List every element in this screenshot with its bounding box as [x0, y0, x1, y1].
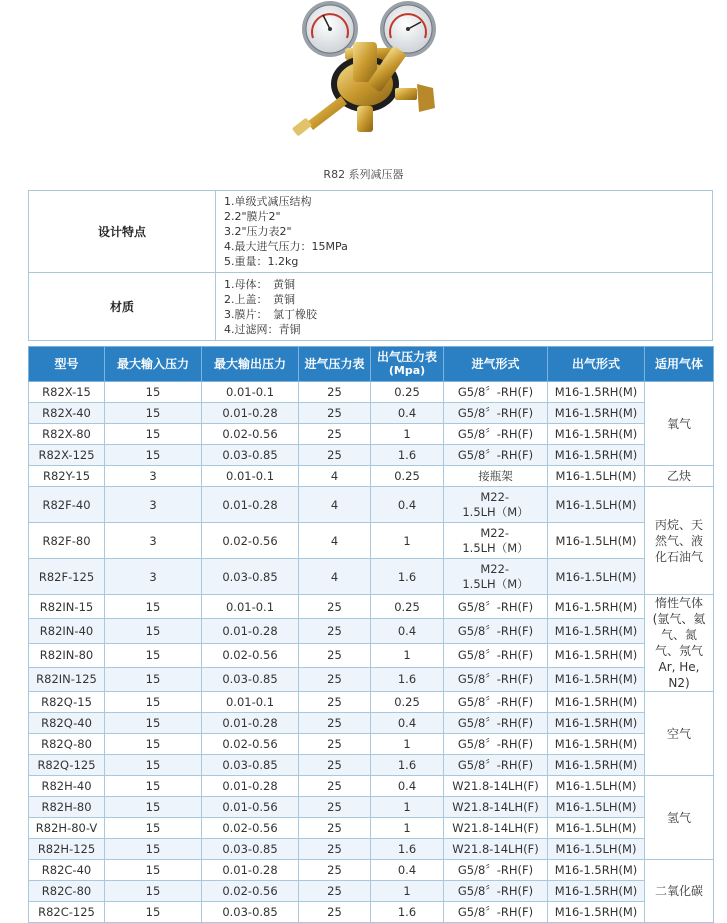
- cell-model: R82X-80: [29, 424, 105, 445]
- cell-outlet-gauge: 1: [371, 881, 444, 902]
- table-row: [29, 523, 714, 559]
- table-row: [29, 559, 714, 595]
- cell-outlet-type: M16-1.5LH(M): [548, 797, 645, 818]
- cell-max-output-pressure: 0.03-0.85: [202, 667, 299, 691]
- inlet-type-line: 1.5LH（M）: [462, 504, 529, 519]
- cell-inlet-type: G5/8〞-RH(F): [444, 382, 548, 403]
- spec-table: [28, 190, 713, 341]
- cell-max-input-pressure: 15: [105, 424, 202, 445]
- header-applicable-gas: 适用气体: [645, 347, 714, 382]
- cell-inlet-type: G5/8〞-RH(F): [444, 860, 548, 881]
- cell-max-output-pressure: 0.01-0.28: [202, 860, 299, 881]
- cell-model: R82F-80: [29, 523, 105, 559]
- cell-model: R82X-40: [29, 403, 105, 424]
- cell-outlet-gauge: 1.6: [371, 559, 444, 595]
- table-row: [29, 643, 714, 667]
- cell-inlet-type: G5/8〞-RH(F): [444, 713, 548, 734]
- inlet-type-line: 1.5LH（M）: [462, 576, 529, 591]
- cell-max-input-pressure: 15: [105, 445, 202, 466]
- cell-model: R82C-125: [29, 902, 105, 923]
- table-row: [29, 776, 714, 797]
- cell-outlet-gauge: 1.6: [371, 445, 444, 466]
- table-row: [29, 818, 714, 839]
- cell-inlet-type: W21.8-14LH(F): [444, 839, 548, 860]
- cell-applicable-gas: [645, 860, 714, 923]
- gas-line: 惰性气体: [654, 596, 703, 610]
- cell-outlet-type: M16-1.5RH(M): [548, 403, 645, 424]
- gas-line: 气、氖气: [654, 644, 703, 658]
- cell-inlet-gauge: 25: [299, 755, 371, 776]
- spec-line: 4.最大进气压力：15MPa: [224, 240, 348, 253]
- cell-max-output-pressure: 0.01-0.28: [202, 776, 299, 797]
- cell-max-output-pressure: 0.02-0.56: [202, 818, 299, 839]
- cell-inlet-gauge: 25: [299, 881, 371, 902]
- cell-inlet-type: G5/8〞-RH(F): [444, 643, 548, 667]
- cell-model: R82X-125: [29, 445, 105, 466]
- cell-outlet-gauge: 0.4: [371, 619, 444, 643]
- spec-label: 材质: [29, 273, 216, 341]
- cell-inlet-gauge: 25: [299, 839, 371, 860]
- cell-outlet-gauge: 0.25: [371, 595, 444, 619]
- cell-max-output-pressure: 0.02-0.56: [202, 523, 299, 559]
- cell-inlet-gauge: 25: [299, 776, 371, 797]
- cell-max-input-pressure: 15: [105, 643, 202, 667]
- cell-max-input-pressure: 15: [105, 881, 202, 902]
- cell-inlet-type: W21.8-14LH(F): [444, 776, 548, 797]
- cell-inlet-gauge: 25: [299, 619, 371, 643]
- table-row: [29, 595, 714, 619]
- cell-model: R82IN-125: [29, 667, 105, 691]
- inlet-type-line: M22-: [480, 525, 510, 540]
- cell-max-input-pressure: 15: [105, 797, 202, 818]
- cell-inlet-type: W21.8-14LH(F): [444, 818, 548, 839]
- cell-inlet-type: G5/8〞-RH(F): [444, 692, 548, 713]
- spec-line: 3.2"压力表2": [224, 225, 292, 238]
- cell-max-output-pressure: 0.03-0.85: [202, 445, 299, 466]
- gas-line: 乙炔: [666, 469, 691, 483]
- spec-label: 设计特点: [29, 191, 216, 273]
- cell-inlet-gauge: 25: [299, 595, 371, 619]
- cell-outlet-gauge: 0.25: [371, 382, 444, 403]
- cell-inlet-gauge: 25: [299, 382, 371, 403]
- table-row: [29, 466, 714, 487]
- cell-max-output-pressure: 0.02-0.56: [202, 643, 299, 667]
- cell-model: R82Q-80: [29, 734, 105, 755]
- header-outlet-gauge-label: 出气压力表: [376, 350, 437, 364]
- header-outlet-type: 出气形式: [548, 347, 645, 382]
- header-outlet-gauge-unit: (Mpa): [388, 364, 426, 377]
- cell-max-input-pressure: 15: [105, 667, 202, 691]
- cell-outlet-gauge: 1: [371, 818, 444, 839]
- cell-inlet-gauge: 4: [299, 559, 371, 595]
- cell-max-input-pressure: 15: [105, 382, 202, 403]
- header-inlet-type: 进气形式: [444, 347, 548, 382]
- cell-outlet-gauge: 1: [371, 424, 444, 445]
- cell-outlet-gauge: 0.25: [371, 466, 444, 487]
- cell-outlet-gauge: 1.6: [371, 667, 444, 691]
- cell-max-output-pressure: 0.01-0.1: [202, 692, 299, 713]
- cell-max-output-pressure: 0.03-0.85: [202, 839, 299, 860]
- cell-max-output-pressure: 0.01-0.28: [202, 619, 299, 643]
- table-row: [29, 692, 714, 713]
- table-row: [29, 713, 714, 734]
- spec-line: 3.膜片： 氯丁橡胶: [224, 307, 317, 321]
- cell-inlet-type: G5/8〞-RH(F): [444, 881, 548, 902]
- cell-outlet-gauge: 0.4: [371, 403, 444, 424]
- regulator-product-image: [283, 0, 445, 152]
- cell-outlet-gauge: 1: [371, 797, 444, 818]
- cell-model: R82Q-15: [29, 692, 105, 713]
- cell-inlet-gauge: 25: [299, 902, 371, 923]
- gas-line: (氩气、氦: [652, 612, 706, 626]
- cell-max-output-pressure: 0.01-0.28: [202, 487, 299, 523]
- cell-outlet-type: M16-1.5RH(M): [548, 902, 645, 923]
- cell-inlet-gauge: 25: [299, 424, 371, 445]
- cell-model: R82C-40: [29, 860, 105, 881]
- cell-inlet-gauge: 25: [299, 643, 371, 667]
- table-row: [29, 902, 714, 923]
- cell-max-input-pressure: 15: [105, 595, 202, 619]
- cell-max-input-pressure: 15: [105, 403, 202, 424]
- cell-inlet-gauge: 25: [299, 860, 371, 881]
- cell-inlet-type: G5/8〞-RH(F): [444, 667, 548, 691]
- cell-outlet-gauge: 0.25: [371, 692, 444, 713]
- gas-line: 空气: [666, 726, 691, 741]
- table-row: [29, 619, 714, 643]
- cell-max-output-pressure: 0.03-0.85: [202, 559, 299, 595]
- cell-inlet-type: [444, 487, 548, 523]
- cell-model: R82H-125: [29, 839, 105, 860]
- gas-line: N2): [668, 676, 690, 690]
- cell-inlet-type: G5/8〞-RH(F): [444, 595, 548, 619]
- gas-line: 化石油气: [654, 549, 703, 564]
- cell-max-input-pressure: 3: [105, 523, 202, 559]
- cell-outlet-type: M16-1.5RH(M): [548, 734, 645, 755]
- cell-inlet-gauge: 25: [299, 403, 371, 424]
- cell-model: R82H-80-V: [29, 818, 105, 839]
- cell-max-output-pressure: 0.03-0.85: [202, 902, 299, 923]
- inlet-type-lines: [462, 526, 528, 556]
- product-caption: R82 系列减压器: [323, 168, 404, 181]
- cell-outlet-type: M16-1.5RH(M): [548, 881, 645, 902]
- cell-applicable-gas: [645, 692, 714, 776]
- cell-outlet-gauge: 1.6: [371, 839, 444, 860]
- gas-line: Ar, He,: [658, 660, 700, 674]
- cell-max-input-pressure: 3: [105, 559, 202, 595]
- cell-inlet-type: G5/8〞-RH(F): [444, 619, 548, 643]
- cell-max-output-pressure: 0.03-0.85: [202, 755, 299, 776]
- spec-row-design: [29, 191, 713, 273]
- cell-outlet-type: M16-1.5LH(M): [548, 559, 645, 595]
- gas-line: 丙烷、天: [654, 517, 703, 532]
- cell-model: R82Y-15: [29, 466, 105, 487]
- table-row: [29, 734, 714, 755]
- cell-outlet-type: M16-1.5RH(M): [548, 424, 645, 445]
- cell-outlet-type: M16-1.5RH(M): [548, 619, 645, 643]
- cell-applicable-gas: [645, 487, 714, 595]
- cell-max-input-pressure: 15: [105, 713, 202, 734]
- cell-max-output-pressure: 0.02-0.56: [202, 424, 299, 445]
- table-row: [29, 839, 714, 860]
- cell-outlet-type: M16-1.5RH(M): [548, 860, 645, 881]
- cell-max-input-pressure: 15: [105, 692, 202, 713]
- cell-model: R82H-40: [29, 776, 105, 797]
- cell-max-input-pressure: 15: [105, 776, 202, 797]
- table-row: [29, 881, 714, 902]
- cell-inlet-type: W21.8-14LH(F): [444, 797, 548, 818]
- gas-line: 氧气: [666, 416, 691, 431]
- cell-inlet-gauge: 25: [299, 818, 371, 839]
- cell-outlet-gauge: 1.6: [371, 755, 444, 776]
- cell-inlet-gauge: 25: [299, 734, 371, 755]
- cell-outlet-type: M16-1.5RH(M): [548, 692, 645, 713]
- cell-outlet-type: M16-1.5RH(M): [548, 667, 645, 691]
- cell-max-input-pressure: 15: [105, 860, 202, 881]
- cell-model: R82C-80: [29, 881, 105, 902]
- cell-outlet-gauge: 0.4: [371, 860, 444, 881]
- inlet-type-line: M22-: [480, 561, 510, 576]
- table-row: [29, 755, 714, 776]
- cell-inlet-type: G5/8〞-RH(F): [444, 403, 548, 424]
- cell-outlet-type: M16-1.5RH(M): [548, 445, 645, 466]
- cell-outlet-type: M16-1.5LH(M): [548, 776, 645, 797]
- cell-inlet-gauge: 4: [299, 487, 371, 523]
- table-body: [29, 382, 714, 923]
- cell-outlet-type: M16-1.5RH(M): [548, 595, 645, 619]
- spec-line: 2.上盖： 黄铜: [224, 292, 295, 306]
- cell-max-input-pressure: 15: [105, 734, 202, 755]
- cell-outlet-type: M16-1.5RH(M): [548, 382, 645, 403]
- cell-max-input-pressure: 3: [105, 487, 202, 523]
- gas-line: 然气、液: [654, 533, 703, 548]
- table-row: [29, 424, 714, 445]
- cell-max-input-pressure: 15: [105, 839, 202, 860]
- cell-inlet-gauge: 25: [299, 692, 371, 713]
- header-outlet-gauge: [371, 347, 444, 382]
- cell-outlet-type: M16-1.5RH(M): [548, 755, 645, 776]
- cell-outlet-gauge: 0.4: [371, 487, 444, 523]
- cell-model: R82X-15: [29, 382, 105, 403]
- cell-max-input-pressure: 15: [105, 619, 202, 643]
- cell-max-output-pressure: 0.01-0.56: [202, 797, 299, 818]
- table-row: [29, 445, 714, 466]
- cell-inlet-type: G5/8〞-RH(F): [444, 755, 548, 776]
- cell-max-output-pressure: 0.01-0.1: [202, 382, 299, 403]
- cell-applicable-gas: [645, 382, 714, 466]
- spec-line: 2.2"膜片2": [224, 210, 281, 223]
- cell-inlet-type: G5/8〞-RH(F): [444, 445, 548, 466]
- spec-line: 1.母体： 黄铜: [224, 277, 295, 291]
- cell-applicable-gas: [645, 776, 714, 860]
- cell-outlet-type: M16-1.5RH(M): [548, 643, 645, 667]
- spec-values: [216, 191, 713, 273]
- model-table: [28, 346, 714, 923]
- cell-inlet-gauge: 25: [299, 797, 371, 818]
- cell-model: R82Q-40: [29, 713, 105, 734]
- inlet-type-line: M22-: [480, 489, 510, 504]
- cell-model: R82F-40: [29, 487, 105, 523]
- cell-inlet-gauge: 25: [299, 667, 371, 691]
- spec-line: 1.单级式减压结构: [224, 195, 312, 208]
- cell-max-input-pressure: 3: [105, 466, 202, 487]
- gas-line: 二氧化碳: [654, 884, 703, 898]
- cell-outlet-gauge: 1: [371, 734, 444, 755]
- header-inlet-gauge: 进气压力表: [299, 347, 371, 382]
- table-row: [29, 797, 714, 818]
- cell-inlet-gauge: 4: [299, 466, 371, 487]
- cell-max-input-pressure: 15: [105, 902, 202, 923]
- cell-outlet-type: M16-1.5LH(M): [548, 466, 645, 487]
- cell-applicable-gas: [645, 466, 714, 487]
- inlet-type-lines: [462, 490, 528, 520]
- gas-line: 氢气: [666, 810, 691, 825]
- cell-max-input-pressure: 15: [105, 755, 202, 776]
- inlet-type-lines: [462, 562, 528, 592]
- spec-values: [216, 273, 713, 341]
- spec-row-material: [29, 273, 713, 341]
- cell-outlet-type: M16-1.5LH(M): [548, 523, 645, 559]
- cell-model: R82Q-125: [29, 755, 105, 776]
- cell-outlet-gauge: 1: [371, 643, 444, 667]
- header-model: 型号: [29, 347, 105, 382]
- spec-line: 4.过滤网：青铜: [224, 322, 301, 336]
- cell-max-input-pressure: 15: [105, 818, 202, 839]
- cell-inlet-gauge: 4: [299, 523, 371, 559]
- table-row: [29, 382, 714, 403]
- cell-model: R82IN-40: [29, 619, 105, 643]
- gas-line: 气、氮: [660, 628, 697, 642]
- spec-line: 5.重量：1.2kg: [224, 255, 299, 268]
- cell-max-output-pressure: 0.01-0.28: [202, 713, 299, 734]
- table-row: [29, 403, 714, 424]
- cell-outlet-type: M16-1.5LH(M): [548, 487, 645, 523]
- inlet-type-line: 1.5LH（M）: [462, 540, 529, 555]
- cell-model: R82IN-80: [29, 643, 105, 667]
- cell-inlet-gauge: 25: [299, 445, 371, 466]
- header-max-input-pressure: 最大输入压力: [105, 347, 202, 382]
- cell-max-output-pressure: 0.01-0.1: [202, 595, 299, 619]
- cell-model: R82F-125: [29, 559, 105, 595]
- cell-max-output-pressure: 0.02-0.56: [202, 734, 299, 755]
- cell-model: R82IN-15: [29, 595, 105, 619]
- cell-outlet-type: M16-1.5LH(M): [548, 839, 645, 860]
- cell-inlet-type: [444, 523, 548, 559]
- cell-outlet-type: M16-1.5LH(M): [548, 818, 645, 839]
- cell-model: R82H-80: [29, 797, 105, 818]
- cell-outlet-gauge: 1.6: [371, 902, 444, 923]
- cell-inlet-type: [444, 559, 548, 595]
- cell-outlet-gauge: 0.4: [371, 713, 444, 734]
- cell-max-output-pressure: 0.02-0.56: [202, 881, 299, 902]
- cell-max-output-pressure: 0.01-0.28: [202, 403, 299, 424]
- cell-max-output-pressure: 0.01-0.1: [202, 466, 299, 487]
- cell-inlet-gauge: 25: [299, 713, 371, 734]
- header-max-output-pressure: 最大输出压力: [202, 347, 299, 382]
- table-row: [29, 860, 714, 881]
- cell-outlet-type: M16-1.5RH(M): [548, 713, 645, 734]
- cell-inlet-type: G5/8〞-RH(F): [444, 424, 548, 445]
- cell-inlet-type: G5/8〞-RH(F): [444, 902, 548, 923]
- table-row: [29, 487, 714, 523]
- cell-inlet-type: G5/8〞-RH(F): [444, 734, 548, 755]
- table-row: [29, 667, 714, 691]
- cell-outlet-gauge: 0.4: [371, 776, 444, 797]
- table-header-row: [29, 347, 714, 382]
- cell-outlet-gauge: 1: [371, 523, 444, 559]
- cell-inlet-type: 接瓶架: [444, 466, 548, 487]
- cell-applicable-gas: [645, 595, 714, 692]
